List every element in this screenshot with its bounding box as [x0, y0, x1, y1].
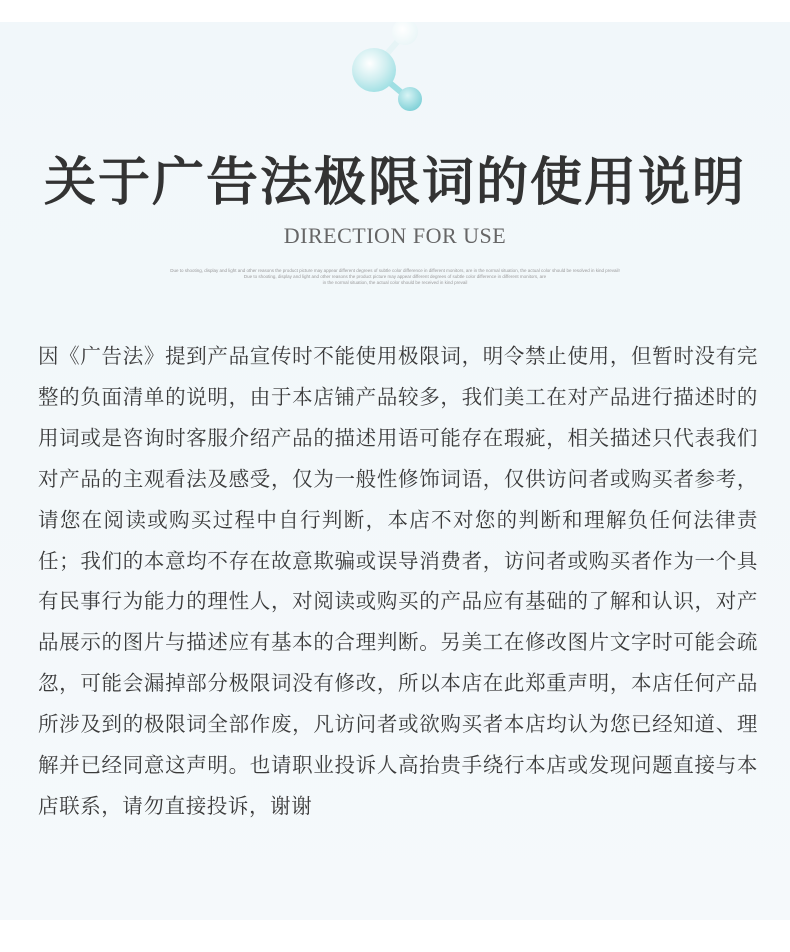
disclaimer-paragraph: 因《广告法》提到产品宣传时不能使用极限词，明令禁止使用，但暂时没有完整的负面清单的说明，由于本店铺产品较多，我们美工在对产品进行描述时的用词或是咨询时客服介绍产品的描述用语可能存在瑕疵，相关描述只代表我们对产品的主观看法及感受，仅为一般性修饰词语，仅供访问者或购买者参考，请您在阅读或购买过程中自行判断，本店不对您的判断和理解负任何法律责任；我们的本意均不存在故意欺骗或误导消费者，访问者或购买者作为一个具有民事行为能力的理性人，对阅读或购买的产品应有基础的了解和认识，对产品展示的图片与描述应有基本的合理判断。另美工在修改图片文字时可能会疏忽，可能会漏掉部分极限词没有修改，所以本店在此郑重声明，本店任何产品所涉及到的极限词全部作废，凡访问者或欲购买者本店均认为您已经知道、理解并已经同意这声明。也请职业投诉人高抬贵手绕行本店或发现问题直接与本店联系，请勿直接投诉，谢谢	[38, 344, 758, 818]
page-title: 关于广告法极限词的使用说明	[43, 152, 746, 213]
disclaimer-fine-print	[120, 268, 670, 286]
molecule-icon	[0, 22, 790, 142]
page-subtitle: DIRECTION FOR USE	[283, 223, 507, 248]
fine-print-line: Due to shooting, display and light and other reasons the product picture may appear different degrees of subtle color difference in different monitors, are	[243, 274, 547, 279]
fine-print-line: in the normal situation, the actual color should be received in kind prevail	[322, 280, 468, 285]
fine-print-line: Due to shooting, display and light and other reasons the product picture may appear different degrees of subtle color difference in different monitors, are in the normal situation, the actual color should be resolved in kind prevail!	[170, 268, 620, 273]
